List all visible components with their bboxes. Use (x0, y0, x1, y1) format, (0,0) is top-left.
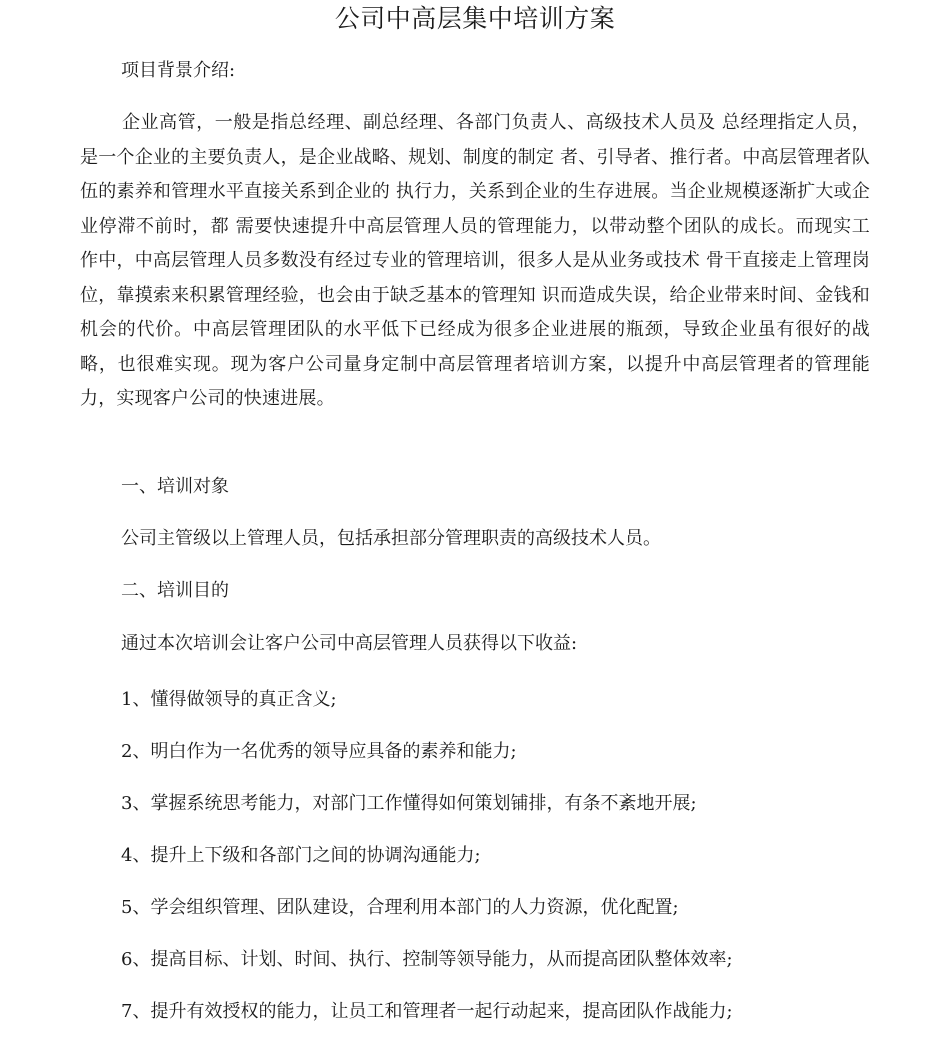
goal-item-6: 6、提高目标、计划、时间、执行、控制等领导能力，从而提高团队整体效率; (121, 949, 733, 970)
document-title: 公司中高层集中培训方案 (334, 4, 616, 33)
goal-item-4: 4、提升上下级和各部门之间的协调沟通能力; (121, 845, 481, 866)
goal-item-5: 5、学会组织管理、团队建设，合理利用本部门的人力资源，优化配置; (121, 897, 679, 918)
goal-item-2: 2、明白作为一名优秀的领导应具备的素养和能力; (121, 741, 517, 762)
background-heading: 项目背景介绍: (121, 60, 236, 81)
background-paragraph: 企业高管，一般是指总经理、副总经理、各部门负责人、高级技术人员及 总经理指定人员，是一个企业的主要负责人，是企业战略、规划、制度的制定 者、引导者、推行者。中高层管理者队伍的素养和管理水平直接关系到企业的 执行力，关系到企业的生存进展。当企业规模逐渐扩大或企业停滞不前时，都 需要快速提升中高层管理人员的管理能力，以带动整个团队的成长。而现实工 作中，中高层管理人员多数没有经过专业的管理培训，很多人是从业务或技术 骨干直接走上管理岗位，靠摸索来积累管理经验，也会由于缺乏基本的管理知 识而造成失误，给企业带来时间、金钱和机会的代价。中高层管理团队的水平低下已经成为很多企业进展的瓶颈，导致企业虽有很好的战略，也很难实现。现为客户公司量身定制中高层管理者培训方案，以提升中高层管理者的管理能力，实现客户公司的快速进展。 (80, 112, 870, 409)
section-heading-training-target: 一、培训对象 (121, 476, 229, 497)
training-purpose-intro: 通过本次培训会让客户公司中高层管理人员获得以下收益: (121, 633, 578, 654)
training-target-text: 公司主管级以上管理人员，包括承担部分管理职责的高级技术人员。 (121, 528, 661, 549)
goal-item-3: 3、掌握系统思考能力，对部门工作懂得如何策划铺排，有条不紊地开展; (121, 793, 697, 814)
section-heading-training-purpose: 二、培训目的 (121, 580, 229, 601)
goal-item-1: 1、懂得做领导的真正含义; (121, 689, 337, 710)
goal-item-7: 7、提升有效授权的能力，让员工和管理者一起行动起来，提高团队作战能力; (121, 1001, 733, 1022)
